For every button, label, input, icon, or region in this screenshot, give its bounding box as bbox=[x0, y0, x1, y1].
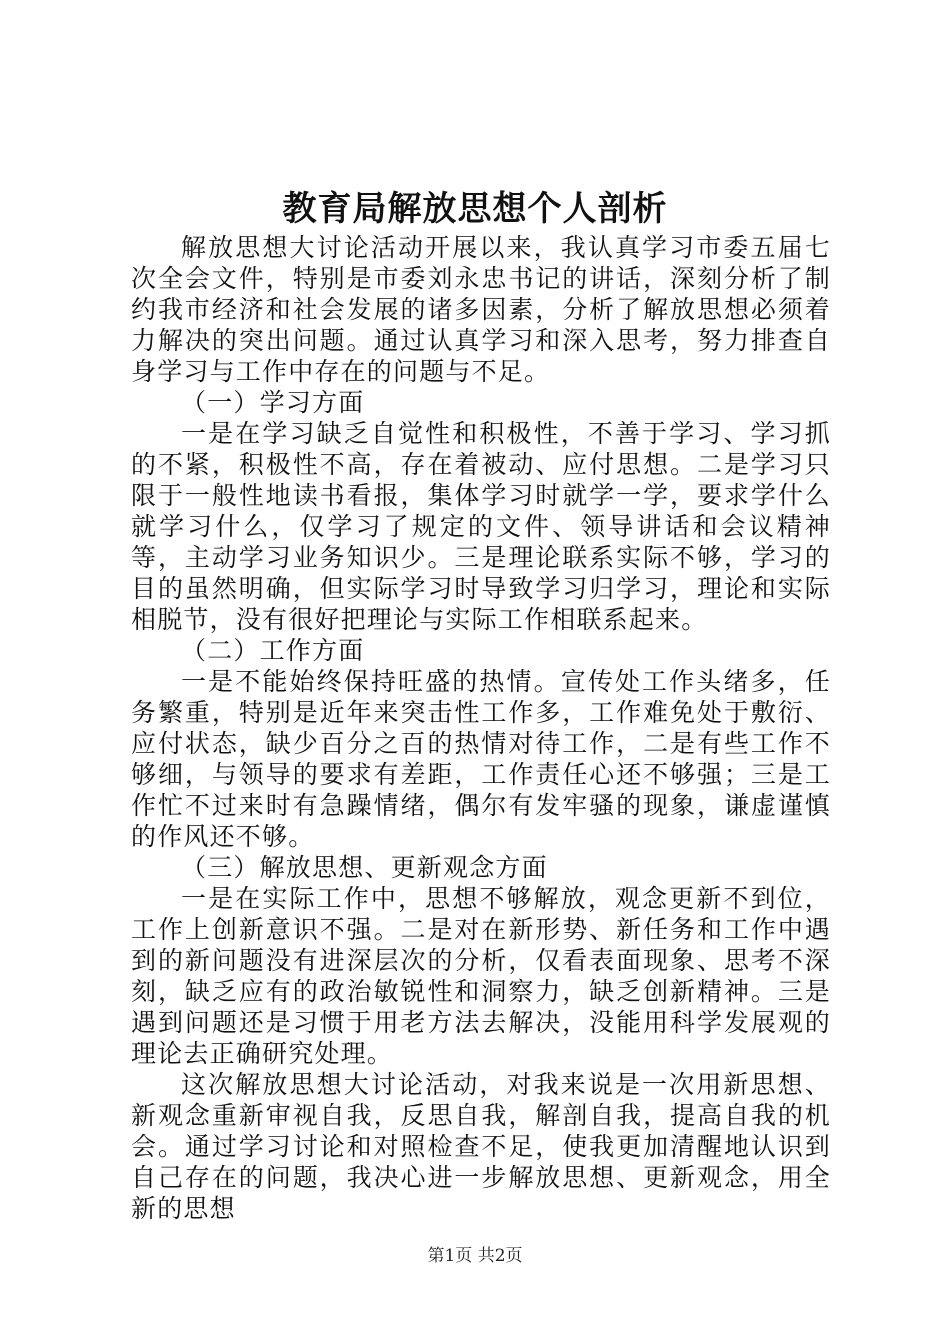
section-heading-work: （二）工作方面 bbox=[181, 636, 365, 665]
paragraph-thinking: 一是在实际工作中，思想不够解放，观念更新不到位，工作上创新意识不强。二是对在新形势、新任务和工作中遇到的新问题没有进深层次的分析，仅看表面现象、思考不深刻，缺乏应有的政治敏锐性和洞察力，缺乏创新精神。三是遇到问题还是习惯于用老方法去解决，没能用科学发展观的理论去正确研究处理。 bbox=[131, 884, 831, 1068]
page-number-footer: 第1页 共2页 bbox=[427, 1246, 523, 1266]
document-title: 教育局解放思想个人剖析 bbox=[282, 189, 668, 229]
paragraph-intro: 解放思想大讨论活动开展以来，我认真学习市委五届七次全会文件，特别是市委刘永忠书记的讲话，深刻分析了制约我市经济和社会发展的诸多因素，分析了解放思想必须着力解决的突出问题。通过认真学习和深入思考，努力排查自身学习与工作中存在的问题与不足。 bbox=[131, 233, 831, 386]
section-heading-study: （一）学习方面 bbox=[181, 388, 365, 417]
paragraph-work: 一是不能始终保持旺盛的热情。宣传处工作头绪多，任务繁重，特别是近年来突击性工作多，工作难免处于敷衍、应付状态，缺少百分之百的热情对待工作，二是有些工作不够细，与领导的要求有差距，工作责任心还不够强；三是工作忙不过来时有急躁情绪，偶尔有发牢骚的现象，谦虚谨慎的作风还不够。 bbox=[131, 667, 831, 851]
paragraph-study: 一是在学习缺乏自觉性和积极性，不善于学习、学习抓的不紧，积极性不高，存在着被动、应付思想。二是学习只限于一般性地读书看报，集体学习时就学一学，要求学什么就学习什么，仅学习了规定的文件、领导讲话和会议精神等，主动学习业务知识少。三是理论联系实际不够，学习的目的虽然明确，但实际学习时导致学习归学习，理论和实际相脱节，没有很好把理论与实际工作相联系起来。 bbox=[131, 419, 831, 634]
paragraph-conclusion: 这次解放思想大讨论活动，对我来说是一次用新思想、新观念重新审视自我，反思自我，解剖自我，提高自我的机会。通过学习讨论和对照检查不足，使我更加清醒地认识到自己存在的问题，我决心进一步解放思想、更新观念，用全新的思想 bbox=[131, 1070, 831, 1223]
section-heading-thinking: （三）解放思想、更新观念方面 bbox=[181, 853, 548, 882]
document-body bbox=[131, 232, 831, 1224]
